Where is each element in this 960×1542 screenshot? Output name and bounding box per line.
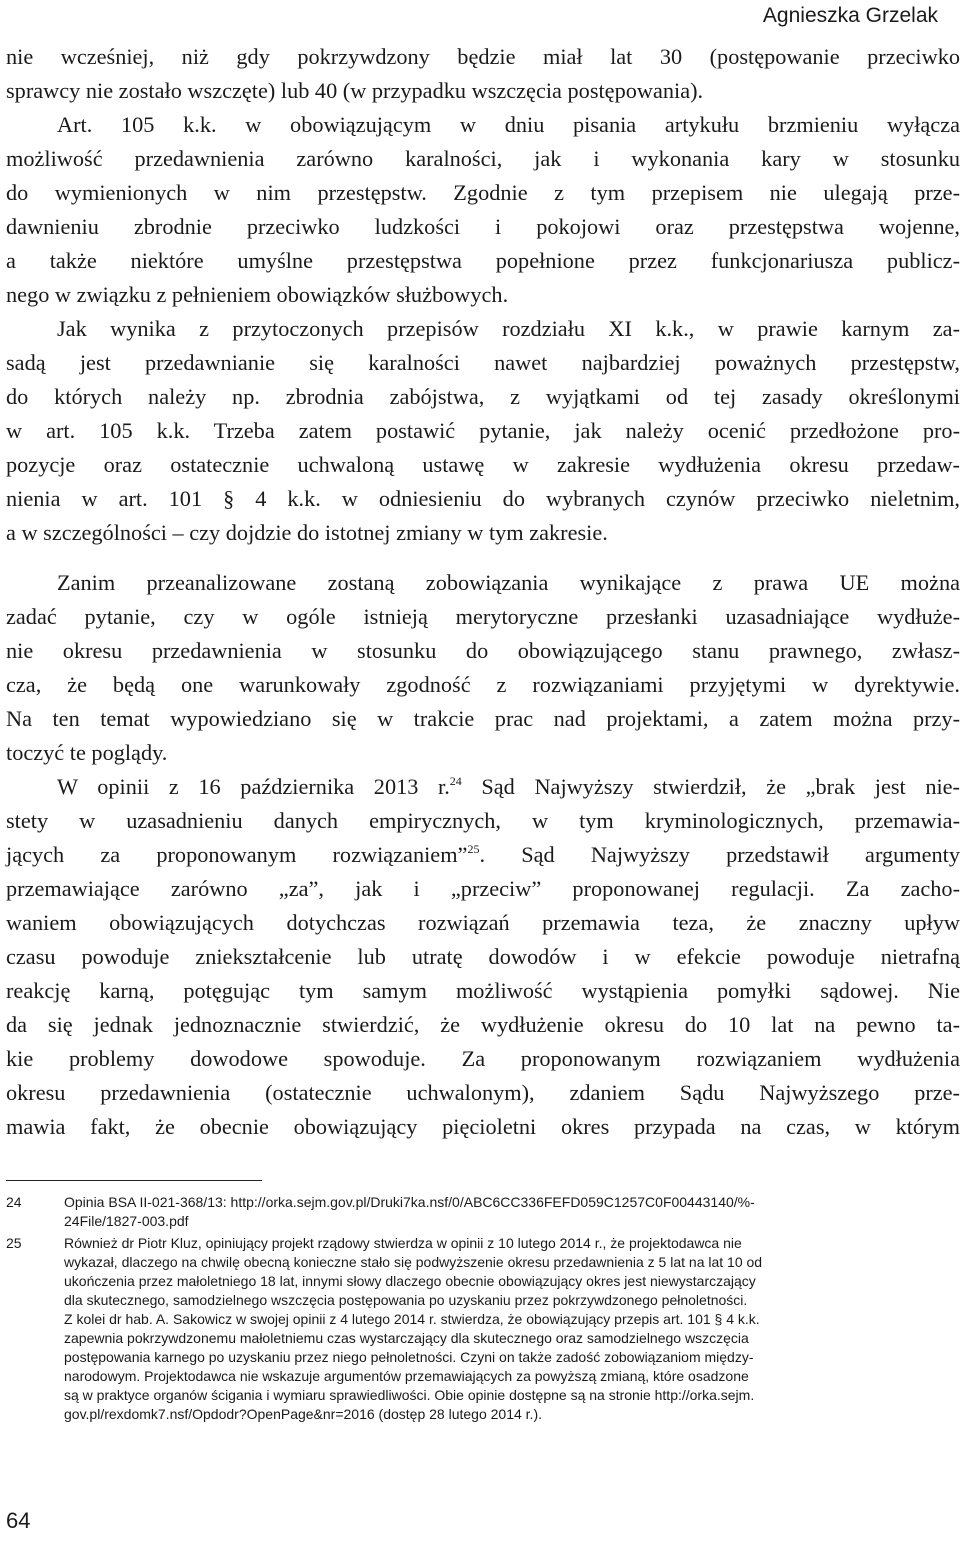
text-line: Na ten temat wypowiedziano się w trakcie prac nad projektami, a zatem można przy- (6, 706, 960, 731)
body-text-block-2 (6, 566, 960, 1144)
text-line: Jak wynika z przytoczonych przepisów rozdziału XI k.k., w prawie karnym za- (57, 316, 960, 341)
footnote-ref-24[interactable]: 24 (449, 774, 462, 788)
text-line: nie wcześniej, niż gdy pokrzywdzony będzie miał lat 30 (postępowanie przeciwko (6, 44, 960, 69)
text-span: W opinii z 16 października 2013 r. (57, 774, 450, 799)
text-line: stety w uzasadnieniu danych empirycznych, w tym kryminologicznych, przemawia- (6, 808, 960, 833)
running-header-author: Agnieszka Grzelak (762, 4, 938, 27)
text-line: sprawcy nie zostało wszczęte) lub 40 (w przypadku wszczęcia postępowania). (6, 78, 704, 103)
text-line: Art. 105 k.k. w obowiązującym w dniu pisania artykułu brzmieniu wyłącza (57, 112, 960, 137)
text-span: . Sąd Najwyższy przedstawił argumenty (479, 842, 960, 867)
footnote-line: Również dr Piotr Kluz, opiniujący projekt rządowy stwierdza w opinii z 10 lutego 2014 r., że projektodawca nie (64, 1235, 742, 1251)
text-line (6, 838, 960, 872)
text-line: do wymienionych w nim przestępstw. Zgodnie z tym przepisem nie ulegają prze- (6, 180, 960, 205)
footnote-line: gov.pl/rexdomk7.nsf/Opdodr?OpenPage&nr=2016 (dostęp 28 lutego 2014 r.). (64, 1406, 543, 1422)
text-line: reakcję karną, potęgując tym samym możliwość wystąpienia pomyłki sądowej. Nie (6, 978, 960, 1003)
text-line: waniem obowiązujących dotychczas rozwiązań przemawia teza, że znaczny upływ (6, 910, 960, 935)
body-text-block-1 (6, 40, 960, 550)
text-line: a także niektóre umyślne przestępstwa popełnione przez funkcjonariusza publicz- (6, 248, 960, 273)
footnote-line: narodowym. Projektodawca nie wskazuje argumentów przemawiających za powyższą zmianą, które osadzone (64, 1368, 749, 1384)
footnote-number: 24 (6, 1194, 22, 1210)
text-line: pozycje oraz ostatecznie uchwaloną ustawę w zakresie wydłużenia okresu przedaw- (6, 452, 960, 477)
text-line: kie problemy dowodowe spowoduje. Za proponowanym rozwiązaniem wydłużenia (6, 1046, 960, 1071)
footnote-25 (6, 1234, 960, 1424)
footnote-line: ukończenia przez małoletniego 18 lat, innymi słowy dlaczego obecnie obowiązujący okres jest niewystarczający (64, 1273, 756, 1289)
footnote-24 (6, 1193, 960, 1231)
footnote-line: wykazał, dlaczego na chwilę obecną konieczne stało się podwyższenie okresu przedawnienia z 5 lat na lat 10 od (64, 1254, 763, 1270)
footnote-line: Opinia BSA II-021-368/13: http://orka.sejm.gov.pl/Druki7ka.nsf/0/ABC6CC336FEFD059C1257C0F00443140/%- (64, 1194, 755, 1210)
page-number: 64 (6, 1508, 31, 1533)
footnote-separator (6, 1180, 262, 1181)
text-line: dawnieniu zbrodnie przeciwko ludzkości i pokojowi oraz przestępstwa wojenne, (6, 214, 960, 239)
text-line: w art. 105 k.k. Trzeba zatem postawić pytanie, jak należy ocenić przedłożone pro- (6, 418, 960, 443)
text-line: przemawiające zarówno „za”, jak i „przeciw” proponowanej regulacji. Za zacho- (6, 876, 960, 901)
footnote-ref-25[interactable]: 25 (467, 842, 480, 856)
text-line: toczyć te poglądy. (6, 740, 168, 765)
text-line: a w szczególności – czy dojdzie do istotnej zmiany w tym zakresie. (6, 520, 608, 545)
footnotes (6, 1193, 960, 1427)
footnote-line: postępowania karnego po uzyskaniu przez niego pełnoletności. Czyni on także zadość zobowiązaniom między- (64, 1349, 754, 1365)
text-line: nego w związku z pełnieniem obowiązków służbowych. (6, 282, 509, 307)
footnote-line: są w praktyce organów ścigania i wymiaru sprawiedliwości. Obie opinie dostępne są na stronie http://orka.sejm. (64, 1387, 755, 1403)
text-line: nie okresu przedawnienia w stosunku do obowiązującego stanu prawnego, zwłasz- (6, 638, 960, 663)
text-line: zadać pytanie, czy w ogóle istnieją merytoryczne przesłanki uzasadniające wydłuże- (6, 604, 960, 629)
text-line: do których należy np. zbrodnia zabójstwa, z wyjątkami od tej zasady określonymi (6, 384, 960, 409)
text-line: Zanim przeanalizowane zostaną zobowiązania wynikające z prawa UE można (57, 570, 960, 595)
text-line: możliwość przedawnienia zarówno karalności, jak i wykonania kary w stosunku (6, 146, 960, 171)
footnote-line: zapewnia pokrzywdzonemu małoletniemu czas wystarczający dla skutecznego oraz samodzielnego wszczęcia (64, 1330, 749, 1346)
text-line: mawia fakt, że obecnie obowiązujący pięcioletni okres przypada na czas, w którym (6, 1114, 960, 1139)
text-line: okresu przedawnienia (ostatecznie uchwalonym), zdaniem Sądu Najwyższego prze- (6, 1080, 960, 1105)
text-line: cza, że będą one warunkowały zgodność z rozwiązaniami przyjętymi w dyrektywie. (6, 672, 960, 697)
text-line: da się jednak jednoznacznie stwierdzić, że wydłużenie okresu do 10 lat na pewno ta- (6, 1012, 960, 1037)
text-line: czasu powoduje zniekształcenie lub utratę dowodów i w efekcie powoduje nietrafną (6, 944, 960, 969)
text-span: jących za proponowanym rozwiązaniem” (6, 842, 468, 867)
footnote-line: 24File/1827-003.pdf (64, 1213, 189, 1229)
text-line: sadą jest przedawnianie się karalności nawet najbardziej poważnych przestępstw, (6, 350, 960, 375)
text-line (6, 770, 960, 804)
footnote-line: dla skutecznego, samodzielnego wszczęcia postępowania po uzyskaniu przez pokrzywdzonego pełnoletności. (64, 1292, 748, 1308)
footnote-number: 25 (6, 1235, 22, 1251)
text-line: nienia w art. 101 § 4 k.k. w odniesieniu do wybranych czynów przeciwko nieletnim, (6, 486, 960, 511)
footnote-line: Z kolei dr hab. A. Sakowicz w swojej opinii z 4 lutego 2014 r. stwierdza, że obowiązujący przepis art. 101 § 4 k.k. (64, 1311, 760, 1327)
text-span: Sąd Najwyższy stwierdził, że „brak jest nie- (461, 774, 960, 799)
